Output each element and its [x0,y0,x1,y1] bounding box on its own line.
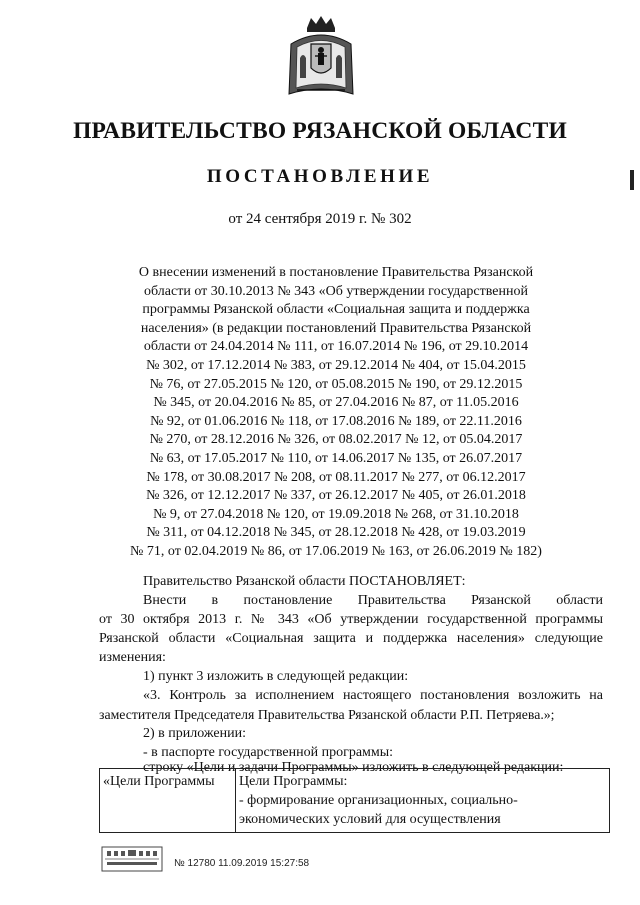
intro-line: от 30 октября 2013 г. № 343 «Об утверждении государственной программы [99,612,603,627]
summary-line: области от 30.10.2013 № 343 «Об утверждении государственной [144,283,528,299]
scan-artifact [630,170,634,190]
item-2-sub2: строку «Цели и задачи Программы» изложить в следующей редакции: [143,760,564,775]
summary-line: № 311, от 04.12.2018 № 345, от 28.12.2018 № 428, от 19.03.2019 [146,525,526,541]
table-row [100,769,610,833]
document-date-number: от 24 сентября 2019 г. № 302 [228,211,412,227]
table-cell-line: экономических условий для осуществления [239,812,501,827]
summary-line: № 76, от 27.05.2015 № 120, от 05.08.2015 № 190, от 29.12.2015 [149,376,523,392]
summary-line: № 345, от 20.04.2016 № 85, от 27.04.2016 № 87, от 11.05.2016 [153,395,519,411]
summary-line: области от 24.04.2014 № 111, от 16.07.2014 № 196, от 29.10.2014 [143,339,529,355]
summary-line: О внесении изменений в постановление Правительства Рязанской [138,265,534,280]
item-1: 1) пункт 3 изложить в следующей редакции: [143,669,409,684]
summary-line: № 9, от 27.04.2018 № 120, от 19.09.2018 № 268, от 31.10.2018 [153,506,519,522]
table-cell-content [236,769,610,833]
table-cell-label: «Цели Программы [100,769,236,833]
summary-line: № 270, от 28.12.2016 № 326, от 08.02.2017 № 12, от 05.04.2017 [149,432,523,448]
quote-line: заместителя Председателя Правительства Рязанской области Р.П. Петряева.»; [99,707,555,722]
document-summary [100,264,572,562]
registry-stamp-icon [101,846,163,872]
decree-statement: Правительство Рязанской области ПОСТАНОВЛЯЕТ: [143,574,466,589]
summary-line: № 302, от 17.12.2014 № 383, от 29.12.2014 № 404, от 15.04.2015 [146,357,526,373]
item-2: 2) в приложении: [143,726,246,741]
document-type: ПОСТАНОВЛЕНИЕ [206,166,434,187]
summary-line: № 71, от 02.04.2019 № 86, от 17.06.2019 № 163, от 26.06.2019 № 182) [130,543,542,559]
government-title: ПРАВИТЕЛЬСТВО РЯЗАНСКОЙ ОБЛАСТИ [73,118,567,144]
goals-table [99,768,610,833]
intro-line: Рязанской области «Социальная защита и поддержка населения» следующие [99,631,603,646]
summary-line: № 92, от 01.06.2016 № 118, от 17.08.2016 № 189, от 22.11.2016 [150,413,522,429]
intro-line: Внести в постановление Правительства Рязанской области [143,593,603,608]
summary-line: программы Рязанской области «Социальная защита и поддержка [142,302,530,318]
table-cell-line: - формирование организационных, социально- [239,793,518,808]
summary-line: населения» (в редакции постановлений Правительства Рязанской [140,320,532,336]
summary-line: № 178, от 30.08.2017 № 208, от 08.11.2017 № 277, от 06.12.2017 [146,469,526,485]
item-2-sub: - в паспорте государственной программы: [143,745,394,760]
quote-line: «3. Контроль за исполнением настоящего постановления возложить на [143,688,603,703]
registration-number: № 12780 11.09.2019 15:27:58 [174,858,310,869]
summary-line: № 63, от 17.05.2017 № 110, от 14.06.2017 № 135, от 26.07.2017 [149,450,523,466]
table-cell-title: Цели Программы: [239,774,348,789]
coat-of-arms-emblem [287,14,355,100]
summary-line: № 326, от 12.12.2017 № 337, от 26.12.2017 № 405, от 26.01.2018 [146,488,526,504]
intro-line: изменения: [99,650,166,665]
